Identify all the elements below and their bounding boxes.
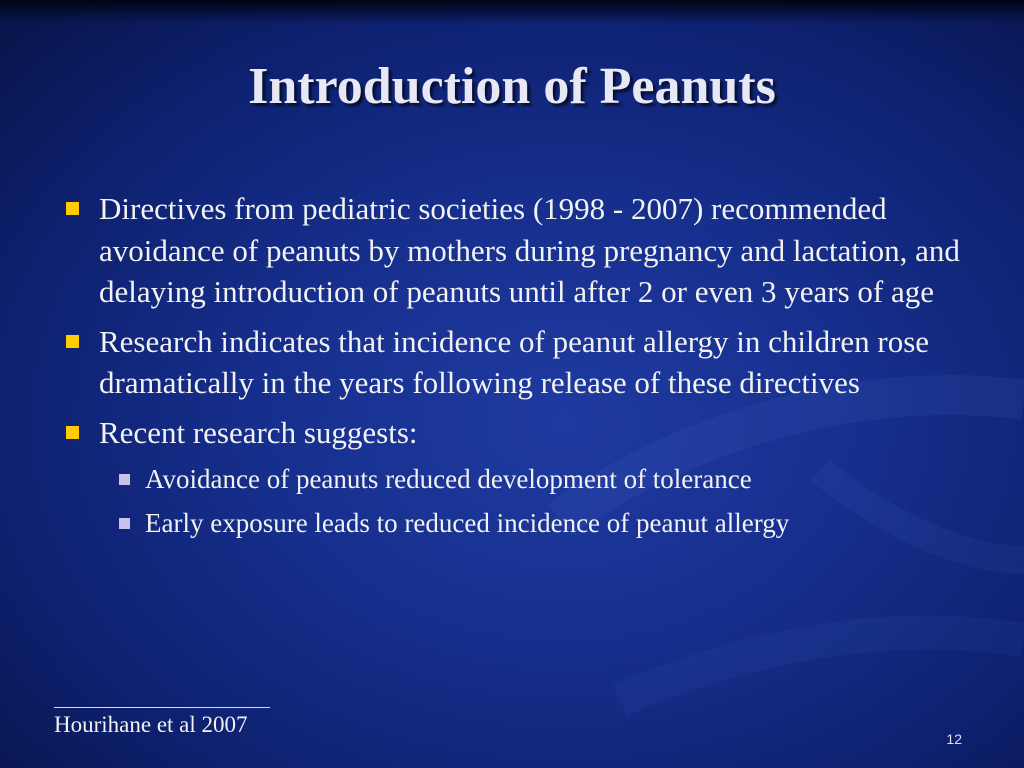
square-sub-bullet-icon: [119, 474, 130, 485]
bullet-item: [62, 188, 962, 313]
footnote-divider: [54, 707, 270, 708]
square-bullet-icon: [66, 426, 79, 439]
bullet-text: Research indicates that incidence of peanut allergy in children rose dramatically in the years following release of these directives: [99, 323, 930, 400]
slide-title: Introduction of Peanuts: [248, 58, 776, 115]
bullet-item: [62, 321, 962, 404]
slide-number: 12: [946, 731, 962, 747]
square-bullet-icon: [66, 202, 79, 215]
sub-bullet-text: Early exposure leads to reduced incidence of peanut allergy: [145, 508, 790, 538]
bullet-text: Directives from pediatric societies (1998 - 2007) recommended avoidance of peanuts by mothers during pregnancy and lactation, and delaying introduction of peanuts until after 2 or even 3 years of age: [99, 191, 960, 309]
sub-bullet-item: [115, 501, 962, 545]
top-dark-band: [0, 0, 1024, 24]
sub-bullet-text: Avoidance of peanuts reduced development of tolerance: [145, 464, 752, 494]
footnote-citation: Hourihane et al 2007: [54, 712, 248, 737]
bullet-text: Recent research suggests:: [99, 414, 418, 450]
sub-bullet-item: [115, 457, 962, 501]
sub-bullet-list: [99, 457, 962, 545]
bullet-item: [62, 412, 962, 546]
square-bullet-icon: [66, 335, 79, 348]
square-sub-bullet-icon: [119, 518, 130, 529]
bullet-list: [62, 188, 962, 553]
